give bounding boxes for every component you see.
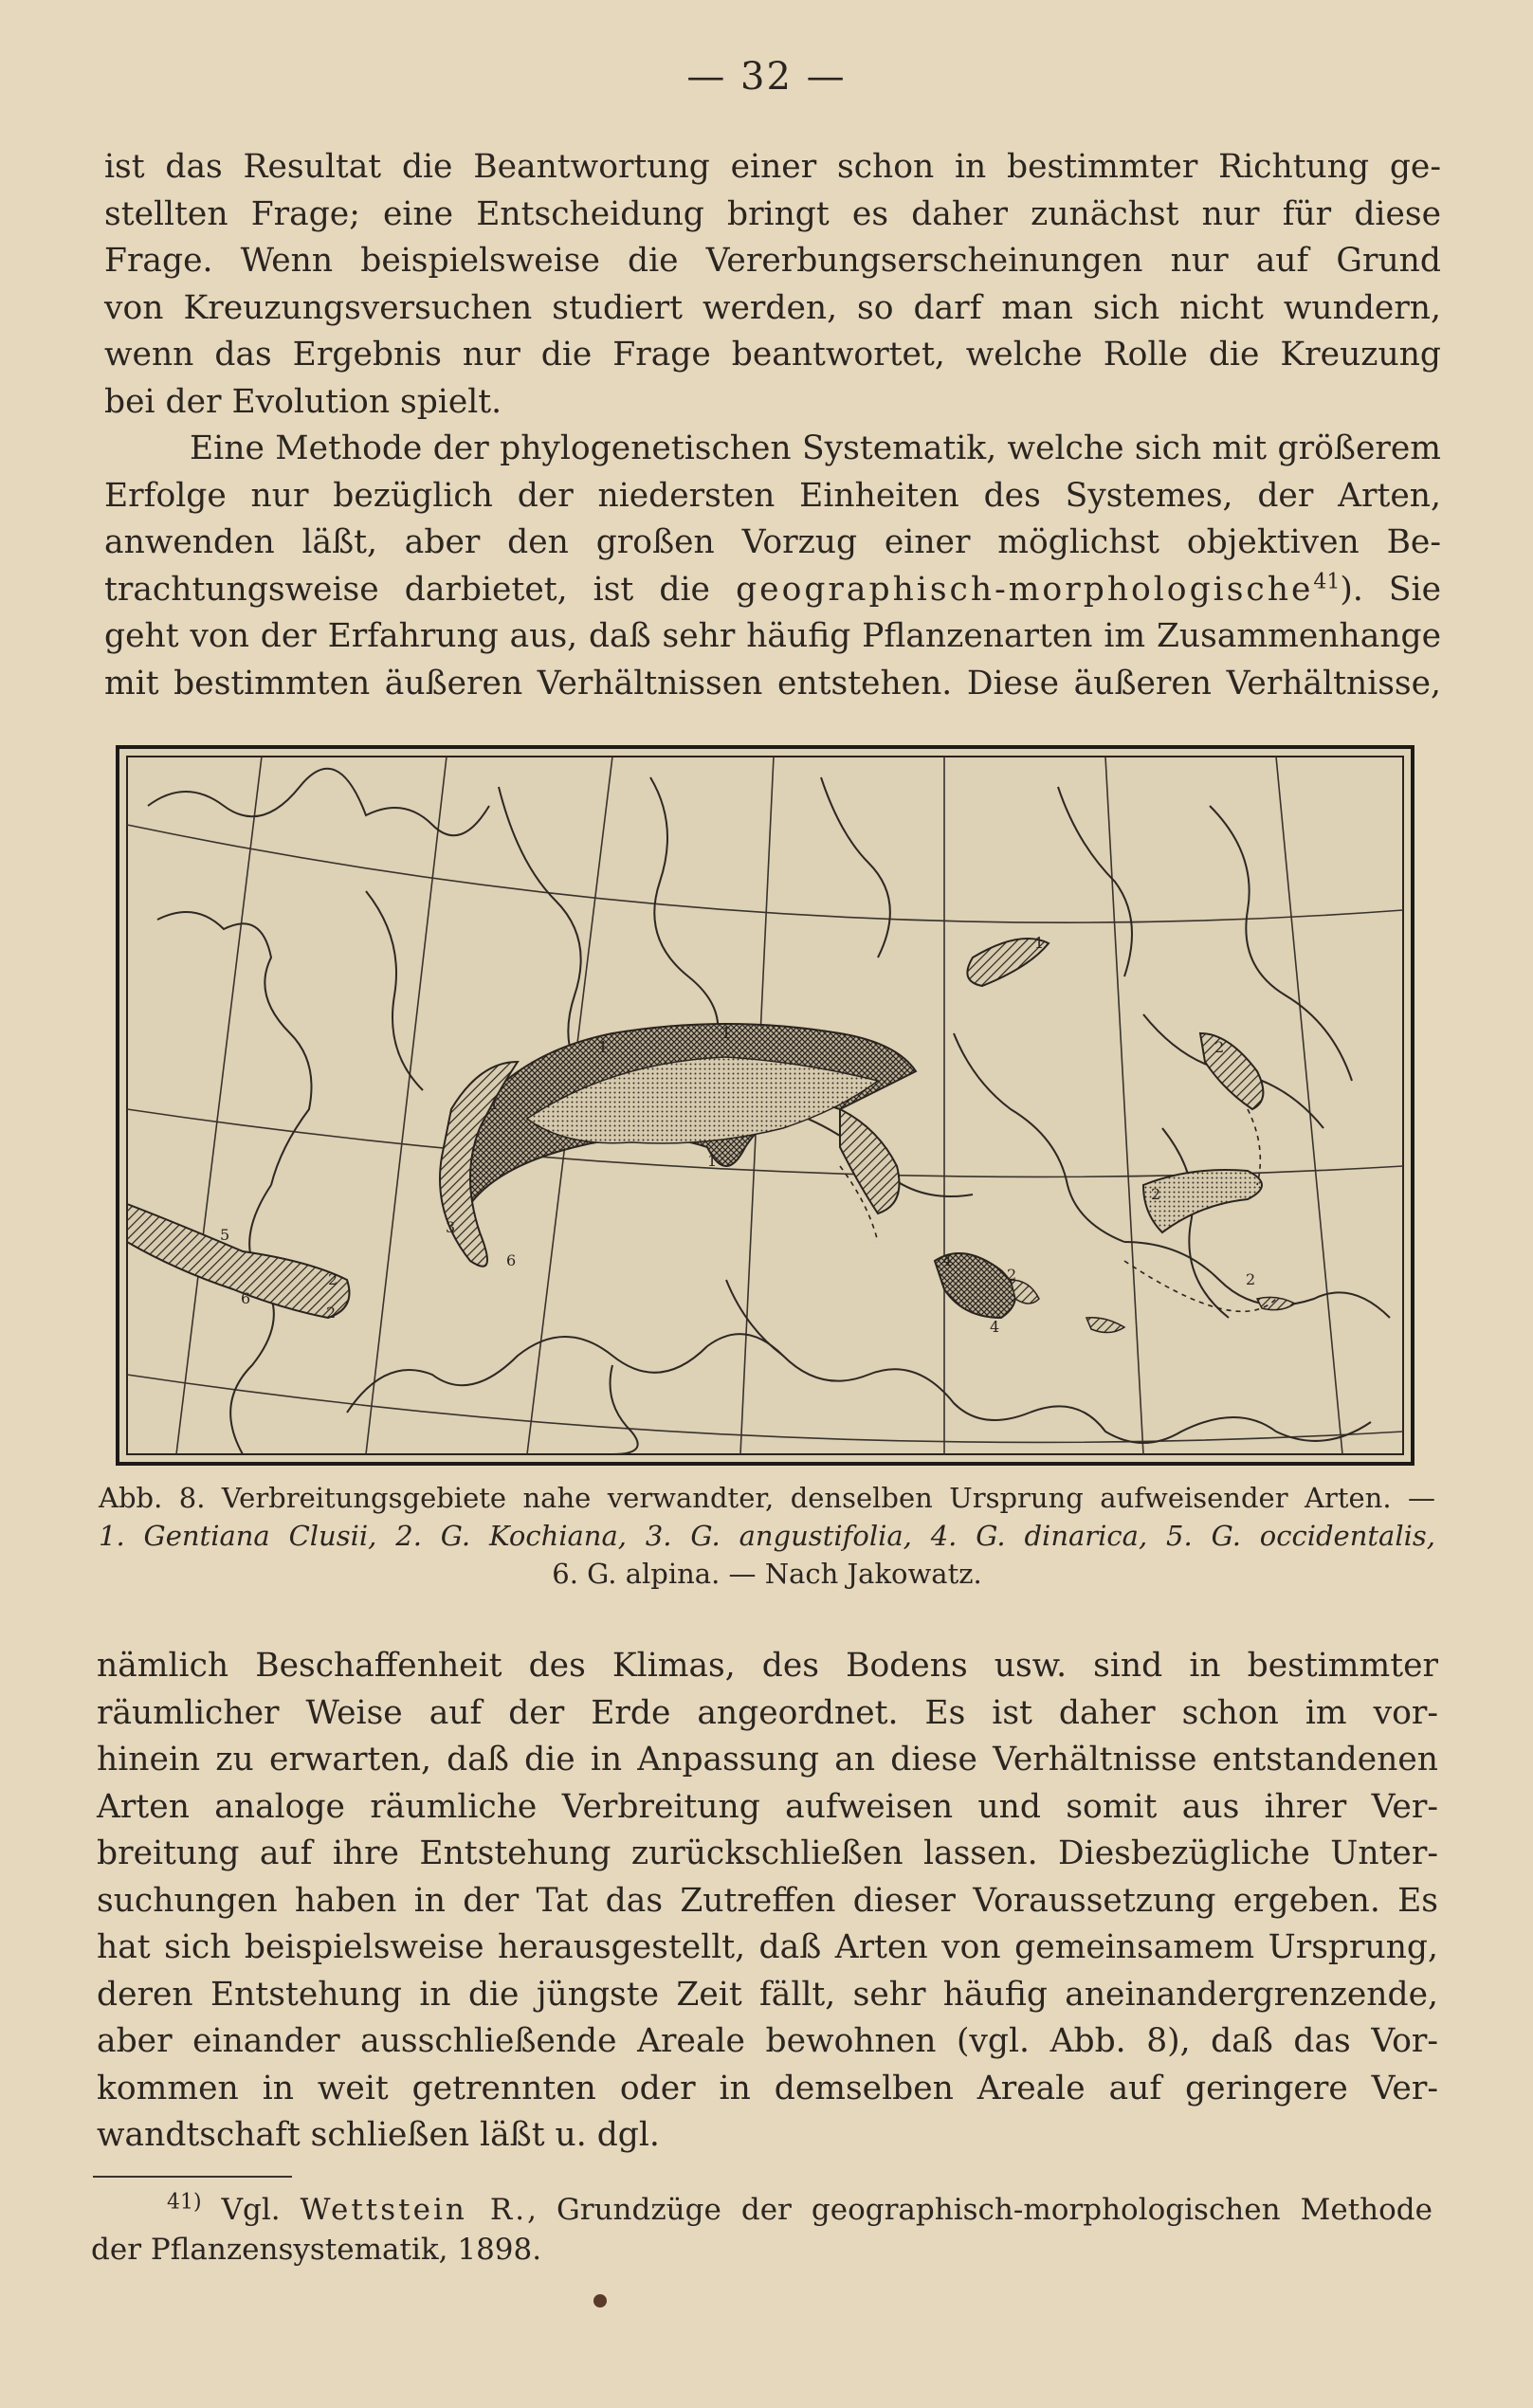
area-gentiana-kochiana-east <box>840 1109 900 1213</box>
text-line: bei der Evolution spielt. <box>104 382 502 421</box>
map-label: 2 <box>326 1304 337 1322</box>
paragraph-3 <box>97 1643 1438 2160</box>
map-label: 1 <box>598 1038 609 1056</box>
text-fragment: ). Sie <box>1340 570 1442 609</box>
map-label: 2 <box>1151 1185 1161 1203</box>
text-line: stellten Frage; eine Entscheidung bringt es daher zunächst nur für diese <box>104 194 1441 233</box>
text-line: hat sich beispielsweise herausgestellt, daß Arten von gemeinsamem Ursprung, <box>97 1928 1438 1966</box>
text-line: breitung auf ihre Entstehung zurückschließen lassen. Diesbezügliche Unter- <box>97 1834 1438 1872</box>
text-line: räumlicher Weise auf der Erde angeordnet. Es ist daher schon im vor- <box>97 1693 1438 1732</box>
area-small <box>1086 1318 1124 1333</box>
area-gentiana-kochiana-balkan <box>1143 1170 1262 1232</box>
text-line: mit bestimmten äußeren Verhältnissen entstehen. Diese äußeren Verhältnisse, <box>104 664 1441 702</box>
distribution-map <box>119 749 1411 1462</box>
ink-blot <box>593 2294 607 2308</box>
paragraph-1 <box>104 144 1441 426</box>
text-line: Eine Methode der phylogenetischen Systematik, welche sich mit größerem <box>190 429 1441 467</box>
footnote-divider <box>93 2176 292 2178</box>
area-gentiana-occidentalis <box>127 1204 350 1318</box>
text-fragment: trachtungsweise darbietet, ist die <box>104 570 710 609</box>
caption-line: 6. G. alpina. — Nach Jakowatz. <box>552 1558 982 1590</box>
text-line: von Kreuzungsversuchen studiert werden, so darf man sich nicht wundern, <box>104 288 1441 327</box>
footnote-prefix: Vgl. <box>221 2193 281 2227</box>
footnote-title: , Grundzüge der geographisch-morphologischen Methode <box>527 2193 1433 2227</box>
text-line: geht von der Erfahrung aus, daß sehr häufig Pflanzenarten im Zusammenhange <box>104 617 1441 655</box>
paragraph-2 <box>104 426 1441 707</box>
map-label: 4 <box>942 1251 953 1269</box>
footnote-author: Wettstein R. <box>300 2193 528 2227</box>
map-label: 6 <box>241 1289 251 1307</box>
text-line: kommen in weit getrennten oder in demselben Areale auf geringere Ver- <box>97 2069 1438 2107</box>
text-line: anwenden läßt, aber den großen Vorzug einer möglichst objektiven Be- <box>104 523 1441 561</box>
map-label: 1 <box>721 1024 732 1042</box>
footnote-line <box>91 2190 1433 2230</box>
caption-line: Abb. 8. Verbreitungsgebiete nahe verwandter, denselben Ursprung aufweisender Arten. — <box>99 1482 1435 1514</box>
text-line: deren Entstehung in die jüngste Zeit fällt, sehr häufig aneinandergrenzende, <box>97 1975 1438 2014</box>
text-line-with-term <box>104 567 1441 614</box>
caption-line: 1. Gentiana Clusii, 2. G. Kochiana, 3. G. angustifolia, 4. G. dinarica, 5. G. occidentalis, <box>99 1520 1435 1552</box>
footnote-marker: 41) <box>167 2190 202 2215</box>
map-label: 2 <box>1214 1038 1225 1056</box>
text-line: aber einander ausschließende Areale bewohnen (vgl. Abb. 8), daß das Vor- <box>97 2022 1438 2060</box>
map-label: 2 <box>328 1270 338 1288</box>
text-line: nämlich Beschaffenheit des Klimas, des Bodens usw. sind in bestimmter <box>97 1647 1438 1685</box>
spaced-term: geographisch-morphologische <box>736 570 1314 609</box>
text-line: hinein zu erwarten, daß die in Anpassung an diese Verhältnisse entstandenen <box>97 1741 1438 1779</box>
map-label: 3 <box>446 1218 456 1236</box>
distribution-areas <box>127 939 1295 1333</box>
footnote <box>91 2190 1433 2270</box>
map-label: 6 <box>506 1251 517 1269</box>
map-label: 2 <box>1246 1270 1256 1288</box>
map-label: 5 <box>220 1226 230 1244</box>
area-gentiana-kochiana-small <box>1257 1297 1295 1309</box>
footnote-line: der Pflanzensystematik, 1898. <box>91 2233 542 2267</box>
text-line: suchungen haben in der Tat das Zutreffen dieser Voraussetzung ergeben. Es <box>97 1881 1438 1920</box>
text-line: wenn das Ergebnis nur die Frage beantwortet, welche Rolle die Kreuzung <box>104 336 1441 374</box>
text-line: ist das Resultat die Beantwortung einer schon in bestimmter Richtung ge- <box>104 148 1441 186</box>
page-number: — 32 — <box>686 55 847 99</box>
text-line: Arten analoge räumliche Verbreitung aufweisen und somit aus ihrer Ver- <box>97 1787 1438 1826</box>
distribution-map-figure <box>116 745 1414 1466</box>
map-label: 2 <box>1007 1266 1017 1284</box>
map-label: 1 <box>1034 934 1045 952</box>
footnote-reference[interactable]: 41 <box>1313 570 1341 593</box>
text-line: wandtschaft schließen läßt u. dgl. <box>97 2116 660 2154</box>
map-label: 4 <box>990 1318 1000 1336</box>
map-label: 1 <box>707 1152 718 1170</box>
figure-caption <box>99 1479 1435 1593</box>
map-label: 1 <box>489 1095 500 1113</box>
text-line: Erfolge nur bezüglich der niedersten Einheiten des Systemes, der Arten, <box>104 476 1441 515</box>
area-gentiana-kochiana-carpathian <box>1200 1033 1263 1109</box>
text-line: Frage. Wenn beispielsweise die Vererbungserscheinungen nur auf Grund <box>104 242 1441 280</box>
